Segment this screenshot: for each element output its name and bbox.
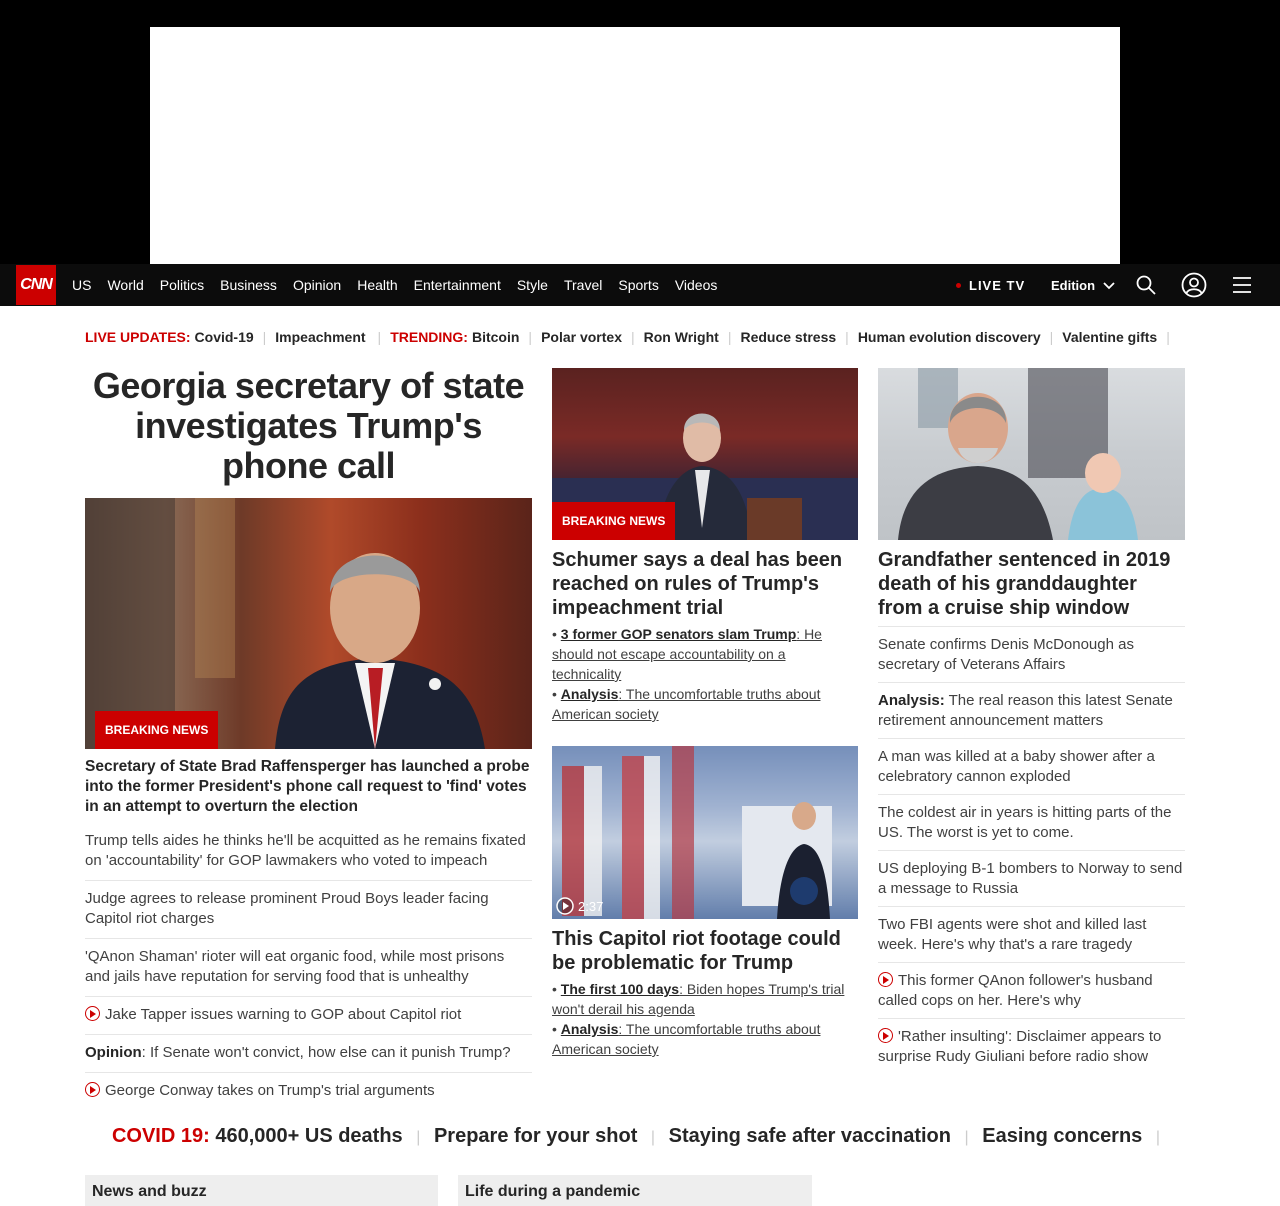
covid-bar xyxy=(0,1125,1280,1148)
separator: | xyxy=(631,329,635,345)
trend-item-human-evolution[interactable]: Human evolution discovery xyxy=(857,329,1041,345)
live-tv-link[interactable] xyxy=(956,278,1025,293)
separator: | xyxy=(377,329,382,345)
live-tv-label: LIVE TV xyxy=(969,278,1026,293)
chevron-down-icon xyxy=(1103,282,1115,290)
list-item[interactable] xyxy=(85,880,532,938)
live-updates-label: LIVE UPDATES: xyxy=(85,329,191,345)
play-video-icon xyxy=(85,1006,100,1021)
related-link-text: : Biden hopes Trump's trial won't derail his agenda xyxy=(552,981,845,1017)
separator: | xyxy=(262,329,267,345)
video-duration xyxy=(556,897,603,915)
list-item-text: This former QAnon follower's husband called cops on her. Here's why xyxy=(878,972,1153,1009)
trending-label: TRENDING: xyxy=(390,329,468,345)
list-item[interactable] xyxy=(878,850,1185,906)
related-link-text: : The uncomfortable truths about American society xyxy=(552,686,821,722)
list-item[interactable] xyxy=(878,1018,1185,1074)
related-link-bold: Analysis xyxy=(560,686,619,702)
nav-link-world[interactable]: World xyxy=(107,277,144,293)
list-item[interactable] xyxy=(85,823,532,880)
account-icon[interactable] xyxy=(1181,272,1207,298)
section-header-news-and-buzz[interactable]: News and buzz xyxy=(85,1175,438,1206)
separator: | xyxy=(964,1129,969,1146)
analysis-label: Analysis: xyxy=(878,692,945,709)
lead-story-image[interactable] xyxy=(85,498,532,749)
play-video-icon xyxy=(85,1082,100,1097)
separator: | xyxy=(1049,329,1054,345)
capitol-photo-illustration xyxy=(552,746,858,919)
section-header-life-during-pandemic[interactable]: Life during a pandemic xyxy=(458,1175,812,1206)
trend-item-bitcoin[interactable]: Bitcoin xyxy=(471,329,520,345)
nav-link-entertainment[interactable]: Entertainment xyxy=(413,277,501,293)
cnn-logo[interactable]: CNN xyxy=(16,265,56,305)
schumer-related xyxy=(552,624,858,724)
play-video-icon xyxy=(878,1028,893,1043)
capitol-riot-video-thumbnail[interactable] xyxy=(552,746,858,919)
list-item-text: Senate confirms Denis McDonough as secretary of Veterans Affairs xyxy=(878,636,1134,673)
separator: | xyxy=(1155,1129,1161,1146)
schumer-story-image[interactable] xyxy=(552,368,858,540)
related-link[interactable]: • Analysis: The uncomfortable truths about American society xyxy=(552,1021,821,1057)
related-link-bold: 3 former GOP senators slam Trump xyxy=(560,626,797,642)
play-icon xyxy=(556,897,574,915)
list-item[interactable] xyxy=(878,738,1185,794)
duration-label: 2:37 xyxy=(578,898,604,914)
trend-item-polar-vortex[interactable]: Polar vortex xyxy=(541,329,622,345)
ad-banner-area xyxy=(0,0,1280,264)
list-item-text: A man was killed at a baby shower after a celebratory cannon exploded xyxy=(878,748,1155,785)
breaking-news-badge: BREAKING NEWS xyxy=(552,502,675,540)
separator: | xyxy=(845,329,849,345)
list-item-text: Two FBI agents were shot and killed last week. Here's why that's a rare tragedy xyxy=(878,916,1147,953)
lead-headline[interactable]: Georgia secretary of state investigates Trump's phone call xyxy=(92,365,525,486)
list-item-text: The coldest air in years is hitting parts of the US. The worst is yet to come. xyxy=(878,804,1172,841)
covid-item-prepare[interactable]: Prepare for your shot xyxy=(433,1125,638,1147)
list-item[interactable] xyxy=(878,962,1185,1018)
trending-bar xyxy=(85,326,1185,348)
list-item[interactable] xyxy=(878,626,1185,682)
separator: | xyxy=(528,329,533,345)
list-item-text: : If Senate won't convict, how else can it punish Trump? xyxy=(141,1044,511,1061)
capitol-related xyxy=(552,979,858,1059)
trend-item-covid[interactable]: Covid-19 xyxy=(194,329,254,345)
trend-item-valentine-gifts[interactable]: Valentine gifts xyxy=(1062,329,1158,345)
list-item[interactable] xyxy=(85,1034,532,1072)
nav-link-health[interactable]: Health xyxy=(357,277,398,293)
covid-item-easing[interactable]: Easing concerns xyxy=(982,1125,1143,1147)
separator: | xyxy=(650,1129,656,1146)
lead-subheadline[interactable]: Secretary of State Brad Raffensperger has launched a probe into the former President's phone call request to 'find' votes in an attempt to overturn the election xyxy=(85,758,530,815)
list-item[interactable] xyxy=(878,906,1185,962)
list-item-text: 'Rather insulting': Disclaimer appears to surprise Rudy Giuliani before radio show xyxy=(878,1028,1162,1065)
related-link[interactable]: • Analysis: The uncomfortable truths about American society xyxy=(552,686,821,722)
edition-selector[interactable] xyxy=(1051,278,1115,293)
list-item[interactable] xyxy=(878,682,1185,738)
list-item-text: Jake Tapper issues warning to GOP about Capitol riot xyxy=(105,1006,462,1023)
grandfather-headline[interactable]: Grandfather sentenced in 2019 death of his granddaughter from a cruise ship window xyxy=(878,549,1171,619)
trend-item-reduce-stress[interactable]: Reduce stress xyxy=(740,329,837,345)
related-link-bold: Analysis xyxy=(560,1021,619,1037)
related-link[interactable]: • The first 100 days: Biden hopes Trump's trial won't derail his agenda xyxy=(552,981,845,1017)
list-item[interactable] xyxy=(85,938,532,996)
ad-slot[interactable] xyxy=(150,27,1120,264)
covid-item-staying-safe[interactable]: Staying safe after vaccination xyxy=(668,1125,951,1147)
related-link[interactable]: • 3 former GOP senators slam Trump: He should not escape accountability on a technicality xyxy=(552,626,822,682)
menu-icon[interactable] xyxy=(1230,273,1254,297)
nav-link-business[interactable]: Business xyxy=(220,277,277,293)
separator: | xyxy=(1166,329,1170,345)
grandfather-story-image[interactable] xyxy=(878,368,1185,540)
list-item[interactable] xyxy=(85,996,532,1034)
nav-link-sports[interactable]: Sports xyxy=(618,277,659,293)
nav-link-opinion[interactable]: Opinion xyxy=(292,277,342,293)
list-item[interactable] xyxy=(85,1072,532,1110)
related-link-bold: The first 100 days xyxy=(560,981,680,997)
separator: | xyxy=(416,1129,421,1146)
opinion-label: Opinion xyxy=(85,1044,142,1061)
capitol-riot-headline[interactable]: This Capitol riot footage could be problematic for Trump xyxy=(552,928,841,974)
nav-link-politics[interactable]: Politics xyxy=(159,277,205,293)
search-icon[interactable] xyxy=(1134,273,1158,297)
nav-link-videos[interactable]: Videos xyxy=(674,277,718,293)
list-item-text: 'QAnon Shaman' rioter will eat organic food, while most prisons and jails have reputation for serving food that is unhealthy xyxy=(85,948,505,985)
list-item[interactable] xyxy=(878,794,1185,850)
grandfather-photo-illustration xyxy=(878,368,1185,540)
play-video-icon xyxy=(878,972,893,987)
nav-link-style[interactable]: Style xyxy=(516,277,548,293)
related-link-text: : The uncomfortable truths about American society xyxy=(552,1021,821,1057)
nav-links xyxy=(72,264,733,306)
nav-link-travel[interactable]: Travel xyxy=(563,277,603,293)
related-link-text: : He should not escape accountability on a technicality xyxy=(552,626,822,682)
trend-item-impeachment[interactable]: Impeachment xyxy=(275,329,366,345)
list-item-text: US deploying B-1 bombers to Norway to send a message to Russia xyxy=(878,860,1183,897)
live-dot-icon xyxy=(956,283,961,288)
separator: | xyxy=(727,329,732,345)
edition-label: Edition xyxy=(1051,278,1096,293)
right-headline-list xyxy=(878,626,1185,1074)
breaking-news-badge: BREAKING NEWS xyxy=(95,711,218,749)
nav-link-us[interactable]: US xyxy=(72,277,92,293)
top-nav xyxy=(0,264,1280,306)
lead-related-list xyxy=(85,823,532,1110)
list-item-text: Judge agrees to release prominent Proud Boys leader facing Capitol riot charges xyxy=(85,890,489,927)
list-item-text: The real reason this latest Senate retirement announcement matters xyxy=(878,692,1173,729)
list-item-text: Trump tells aides he thinks he'll be acquitted as he remains fixated on 'accountability' for GOP lawmakers who voted to impeach xyxy=(85,832,526,869)
covid-item-deaths[interactable]: 460,000+ US deaths xyxy=(215,1125,403,1147)
list-item-text: George Conway takes on Trump's trial arguments xyxy=(105,1082,435,1099)
schumer-headline[interactable]: Schumer says a deal has been reached on rules of Trump's impeachment trial xyxy=(552,549,843,619)
trend-item-ron-wright[interactable]: Ron Wright xyxy=(643,329,719,345)
covid-label: COVID 19: xyxy=(111,1125,210,1147)
